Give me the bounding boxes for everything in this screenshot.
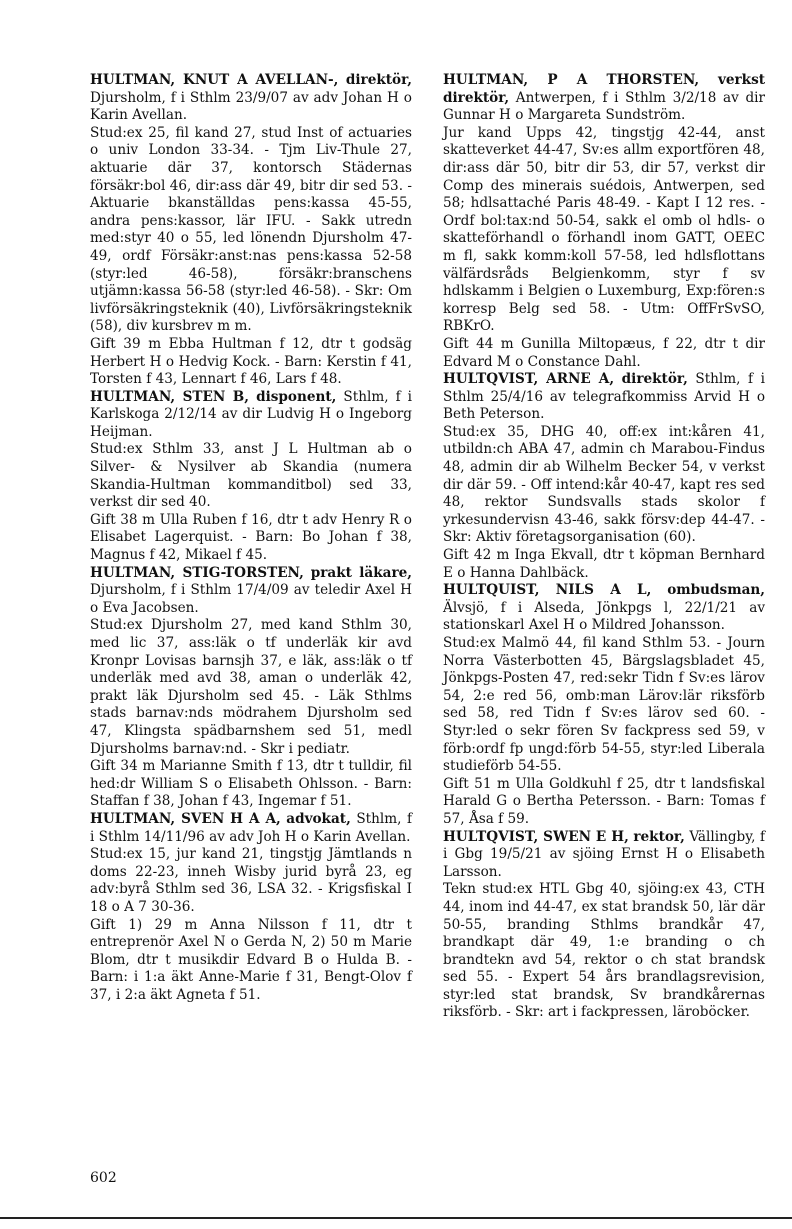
entry-text: Gift 44 m Gunilla Miltopæus, f 22, dtr t dir Edvard M o Constance Dahl. (443, 335, 765, 370)
entry-title: rektor, (633, 828, 685, 845)
entry-title: disponent, (256, 388, 337, 405)
entry-name: HULTQVIST, SWEN E H, (443, 828, 629, 845)
entry-title: ombudsman, (667, 582, 766, 599)
entry-title: verkst direktör, (443, 72, 765, 106)
entry-text: Sthlm, f i Sthlm 25/4/16 av telegrafkommiss Arvid H o Beth Peterson. (443, 371, 766, 423)
entry-text: Sthlm, f i Sthlm 14/11/96 av adv Joh H o Karin Avellan. (90, 810, 412, 845)
entry-hultquist-nils (443, 582, 765, 828)
entry-name: HULTMAN, STIG-TORSTEN, (90, 564, 304, 581)
entry-text: Stud:ex 35, DHG 40, off:ex int:kåren 41, utbildn:ch ABA 47, admin ch Marabou-Findus 48, admin dir ab Wilhelm Becker 54, v verkst dir där 59. - Off intend:kår 40-47, kapt res sed 48, rektor Sundsvalls stads skolor f yrkesundervisn 43-46, sakk försv:dep 44-47. - Skr: Aktiv företagsorganisation (60). (443, 423, 765, 546)
entry-text: Sthlm, f i Karlskoga 2/12/14 av dir Ludvig H o Ingeborg Heijman. (90, 388, 412, 440)
entry-name: HULTQUIST, NILS A L, (443, 582, 652, 599)
entry-text: Gift 34 m Marianne Smith f 13, dtr t tulldir, fil hed:dr William S o Elisabeth Ohlsson. - Barn: Staffan f 38, Johan f 43, Ingemar f 51. (90, 758, 412, 810)
entry-hultman-knut (90, 72, 412, 389)
entry-hultman-stig-torsten (90, 565, 412, 811)
right-column (443, 72, 765, 1022)
entry-text: Stud:ex 25, fil kand 27, stud Inst of actuaries o univ London 33-34. - Tjm Liv-Thule 27, aktuarie där 37, kontorsch Städernas försäkr:bol 46, dir:ass där 49, bitr dir sed 53. - Aktuarie bkanställdas pens:kassa 45-55, andra pens:kassor, lär IFU. - Sakk utredn med:styr 40 o 55, led lönendn Djursholm 47-49, ordf Försäkr:anst:nas pens:kassa 52-58 (styr:led 46-58), försäkr:branschens utjämn:kassa 56-58 (styr:led 46-58). - Skr: Om livförsäkringsteknik (40), Livförsäkringsteknik (58), div kursbrev m m. (90, 124, 412, 335)
entry-hultqvist-arne (443, 371, 765, 582)
entry-text: Gift 38 m Ulla Ruben f 16, dtr t adv Henry R o Elisabet Lagerquist. - Barn: Bo Johan f 38, Magnus f 42, Mikael f 45. (90, 511, 412, 564)
bottom-rule (0, 1217, 792, 1219)
entry-hultman-thorsten (443, 72, 765, 371)
page-number: 602 (90, 1170, 117, 1186)
entry-hultman-sven (90, 811, 412, 1005)
entry-text: Älvsjö, f i Alseda, Jönkpgs l, 22/1/21 av stationskarl Axel H o Mildred Johansson. (443, 599, 765, 634)
entry-text: Djursholm, f i Sthlm 23/9/07 av adv Johan H o Karin Avellan. (90, 89, 412, 124)
entry-text: Stud:ex Sthlm 33, anst J L Hultman ab o Silver- & Nysilver ab Skandia (numera Skandia-Hultman kommanditbol) sed 33, verkst dir sed 40. (90, 441, 412, 511)
entry-hultqvist-swen (443, 829, 765, 1023)
entry-name: HULTMAN, KNUT A AVELLAN-, (90, 72, 339, 88)
entry-text: Stud:ex 15, jur kand 21, tingstjg Jämtlands n doms 22-23, inneh Wisby jurid byrå 23, eg adv:byrå Sthlm sed 36, LSA 32. - Krigsfiskal I 18 o A 7 30-36. (90, 846, 412, 915)
entry-text: Antwerpen, f i Sthlm 3/2/18 av dir Gunnar H o Margareta Sundström. (443, 89, 765, 124)
entry-text: Stud:ex Malmö 44, fil kand Sthlm 53. - Journ Norra Västerbotten 45, Bärgslagsbladet 45, Jönkpgs-Posten 47, red:sekr Tidn f Sv:es lärov 54, 2:e red 56, omb:man Lärov:lär riksförb sed 58, red Tidn f Sv:es lärov sed 60. - Styr:led o sekr fören Sv fackpress sed 59, v förb:ordf fp ungd:förb 54-55, styr:led Liberala studieförb 54-55. (443, 635, 765, 775)
entry-title: direktör, (345, 72, 413, 88)
entry-name: HULTQVIST, ARNE A, (443, 371, 615, 388)
entry-text: Stud:ex Djursholm 27, med kand Sthlm 30, med lic 37, ass:läk o tf underläk kir avd Kronpr Lovisas barnsjh 37, e läk, ass:läk o tf underläk med avd 38, aman o underläk 42, prakt läk Djursholm sed 45. - Läk Sthlms stads barnav:nds mödrahem Djursholm sed 47, Klingsta spädbarnshem sed 51, medl Djursholms barnav:nd. - Skr i pediatr. (90, 617, 412, 757)
entry-text: Jur kand Upps 42, tingstjg 42-44, anst skatteverket 44-47, Sv:es allm exportfören 48, dir:ass där 50, bitr dir 53, dir 57, verkst dir Comp des minerais suédois, Antwerpen, sed 58; hdlsattaché Paris 48-49. - Kapt I 12 res. - Ordf bol:tax:nd 50-54, sakk el omb ol hdls- o skatteförhandl o förhandl inom GATT, OEEC m fl, sakk komm:koll 57-58, led hdlsflottans välfärdsråds Belgienkomm, styr f sv hdlskamm i Belgien o Luxemburg, Exp:fören:s korresp Belg sed 58. - Utm: OffFrSvSO, RBKrO. (443, 124, 765, 335)
entry-text: Vällingby, f i Gbg 19/5/21 av sjöing Ernst H o Elisabeth Larsson. (443, 828, 765, 880)
entry-text: Gift 42 m Inga Ekvall, dtr t köpman Bernhard E o Hanna Dahlbäck. (443, 547, 765, 581)
entry-title: advokat, (286, 810, 351, 827)
entry-title: prakt läkare, (310, 564, 412, 581)
entry-text: Gift 51 m Ulla Goldkuhl f 25, dtr t landsfiskal Harald G o Bertha Petersson. - Barn: Tomas f 57, Åsa f 59. (443, 775, 765, 827)
entry-title: direktör, (621, 371, 688, 388)
entry-name: HULTMAN, P A THORSTEN, (443, 72, 700, 88)
entry-name: HULTMAN, STEN B, (90, 388, 250, 405)
entry-text: Gift 1) 29 m Anna Nilsson f 11, dtr t entreprenör Axel N o Gerda N, 2) 50 m Marie Blom, dtr t musikdir Edvard B o Hulda B. - Barn: i 1:a äkt Anne-Marie f 31, Bengt-Olov f 37, i 2:a äkt Agneta f 51. (90, 916, 412, 1003)
entry-text: Gift 39 m Ebba Hultman f 12, dtr t godsäg Herbert H o Hedvig Kock. - Barn: Kerstin f 41, Torsten f 43, Lennart f 46, Lars f 48. (90, 335, 412, 388)
entry-hultman-sten (90, 389, 412, 565)
entry-text: Djursholm, f i Sthlm 17/4/09 av teledir Axel H o Eva Jacobsen. (90, 582, 412, 616)
entry-text: Tekn stud:ex HTL Gbg 40, sjöing:ex 43, CTH 44, inom ind 44-47, ex stat brandsk 50, lär där 50-55, branding Sthlms brandkår 47, brandkapt där 49, 1:e branding o ch brandtekn avd 54, rektor o ch stat brandsk sed 55. - Expert 54 års brandlagsrevision, styr:led stat brandsk, Sv brandkårernas riksförb. - Skr: art i fackpressen, läroböcker. (443, 881, 765, 1021)
left-column (90, 72, 412, 1004)
entry-name: HULTMAN, SVEN H A A, (90, 810, 281, 827)
